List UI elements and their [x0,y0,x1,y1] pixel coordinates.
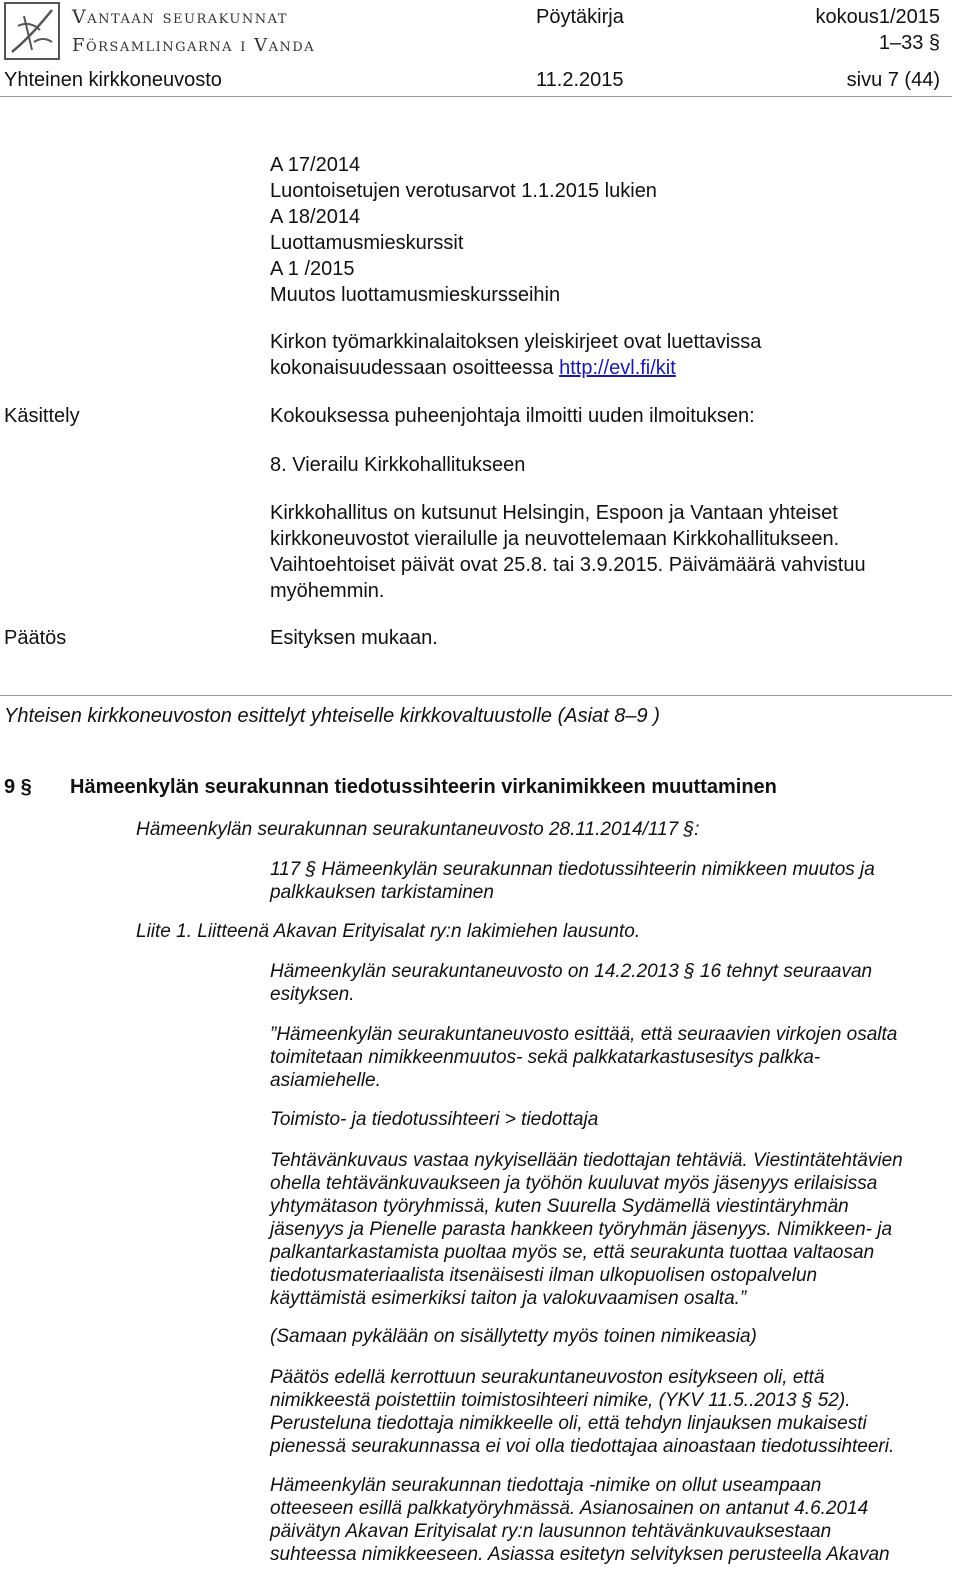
paatos-text: Esityksen mukaan. [270,627,438,649]
kit-note: Kirkon työmarkkinalaitoksen yleiskirjeet ovat luettavissa kokonaisuudessaan osoitteessa http://evl.fi/kit [270,331,762,379]
paragraph-quote: ”Hämeenkylän seurakuntaneuvosto esittää, että seuraavien virkojen osalta toimitetaan nimikkeenmuutos- sekä palkkatarkastusesitys palkka- asiamiehelle. [270,1024,898,1091]
paragraph-117: 117 § Hämeenkylän seurakunnan tiedotussihteerin nimikkeen muutos ja palkkauksen tarkistaminen [270,859,875,903]
council-name: Yhteinen kirkkoneuvosto [4,69,222,91]
item9-title: Hämeenkylän seurakunnan tiedotussihteerin virkanimikkeen muuttaminen [70,776,777,798]
item8-body: Kirkkohallitus on kutsunut Helsingin, Espoon ja Vantaan yhteiset kirkkoneuvostot vierailulle ja neuvottelemaan Kirkkohallitukseen. Vaihtoehtoiset päivät ovat 25.8. tai 3.9.2015. Päivämäärä vahvistuu myöhemmin. [270,502,866,602]
item9-number: 9 § [4,776,32,798]
paragraph-decision: Päätös edellä kerrottuun seurakuntaneuvoston esitykseen oli, että nimikkeestä poistettiin toimistosihteeri nimike, (YKV 11.5..2013 § 52). Perusteluna tiedottaja nimikkeelle oli, että tehdyn linjauksen mukaisesti pienessä seurakunnassa ei voi olla tiedottajaa ainoastaan tiedotussihteeri. [270,1367,895,1457]
org-name-fi: Vantaan seurakunnat [72,6,288,28]
church-logo [4,2,60,60]
meeting-number: kokous1/2015 [815,6,940,28]
notice-title: Luontoisetujen verotusarvot 1.1.2015 lukien [270,180,657,202]
notice-id: A 1 /2015 [270,258,355,280]
header-divider [0,96,952,97]
notice-title: Luottamusmieskurssit [270,232,464,254]
section-divider [0,695,952,696]
paragraph-title-change: Toimisto- ja tiedotussihteeri > tiedottaja [270,1109,599,1130]
paatos-label: Päätös [4,627,67,649]
notice-id: A 17/2014 [270,154,361,176]
paragraph-duties: Tehtävänkuvaus vastaa nykyisellään tiedottajan tehtäviä. Viestintätehtävien ohella tehtävänkuvaukseen ja työhön kuuluvat myös jäsenyys erilaisissa yhtymätason työryhmissä, kuten Suurella Sydämellä viestintäryhmän jäsenyys ja Pienelle parasta hankkeen työryhmän jäsenyys. Nimikkeen- ja palkantarkastamista puoltaa myös se, että seurakunta tuottaa valtaosan tiedotusmateriaalista itsenäisesti ilman ulkopuolisen ostopalvelun käyttämistä esimerkiksi taiton ja valokuvaamisen osalta.” [270,1150,903,1309]
org-name-sv: Församlingarna i Vanda [72,35,316,56]
doc-type: Pöytäkirja [536,6,624,28]
kasittely-label: Käsittely [4,405,80,427]
kit-link[interactable]: http://evl.fi/kit [559,357,676,379]
paragraph-last: Hämeenkylän seurakunnan tiedottaja -nimike on ollut useampaan otteeseen esillä palkkatyöryhmässä. Asianosainen on antanut 4.6.2014 päivätyn Akavan Erityisalat ry:n lausunnon tehtävänkuvauksestaan suhteessa nimikkeeseen. Asiassa esitetyn selvityksen perusteella Akavan [270,1475,890,1565]
attachment-note: Liite 1. Liitteenä Akavan Erityisalat ry:n lakimiehen lausunto. [136,921,641,942]
notice-id: A 18/2014 [270,206,361,228]
kasittely-text: Kokouksessa puheenjohtaja ilmoitti uuden ilmoituksen: [270,405,755,427]
section-title: Yhteisen kirkkoneuvoston esittelyt yhteiselle kirkkovaltuustolle (Asiat 8–9 ) [4,705,660,727]
notice-title: Muutos luottamusmieskursseihin [270,284,561,306]
section-range: 1–33 § [878,32,940,54]
page-number: sivu 7 (44) [846,69,940,91]
paragraph-esitys: Hämeenkylän seurakuntaneuvosto on 14.2.2013 § 16 tehnyt seuraavan esityksen. [270,961,873,1005]
item9-reference: Hämeenkylän seurakunnan seurakuntaneuvosto 28.11.2014/117 §: [136,819,700,840]
meeting-date: 11.2.2015 [536,69,624,91]
notice-list [270,152,657,308]
item8-heading: 8. Vierailu Kirkkohallitukseen [270,454,526,476]
paragraph-parenthetical: (Samaan pykälään on sisällytetty myös toinen nimikeasia) [270,1326,757,1347]
